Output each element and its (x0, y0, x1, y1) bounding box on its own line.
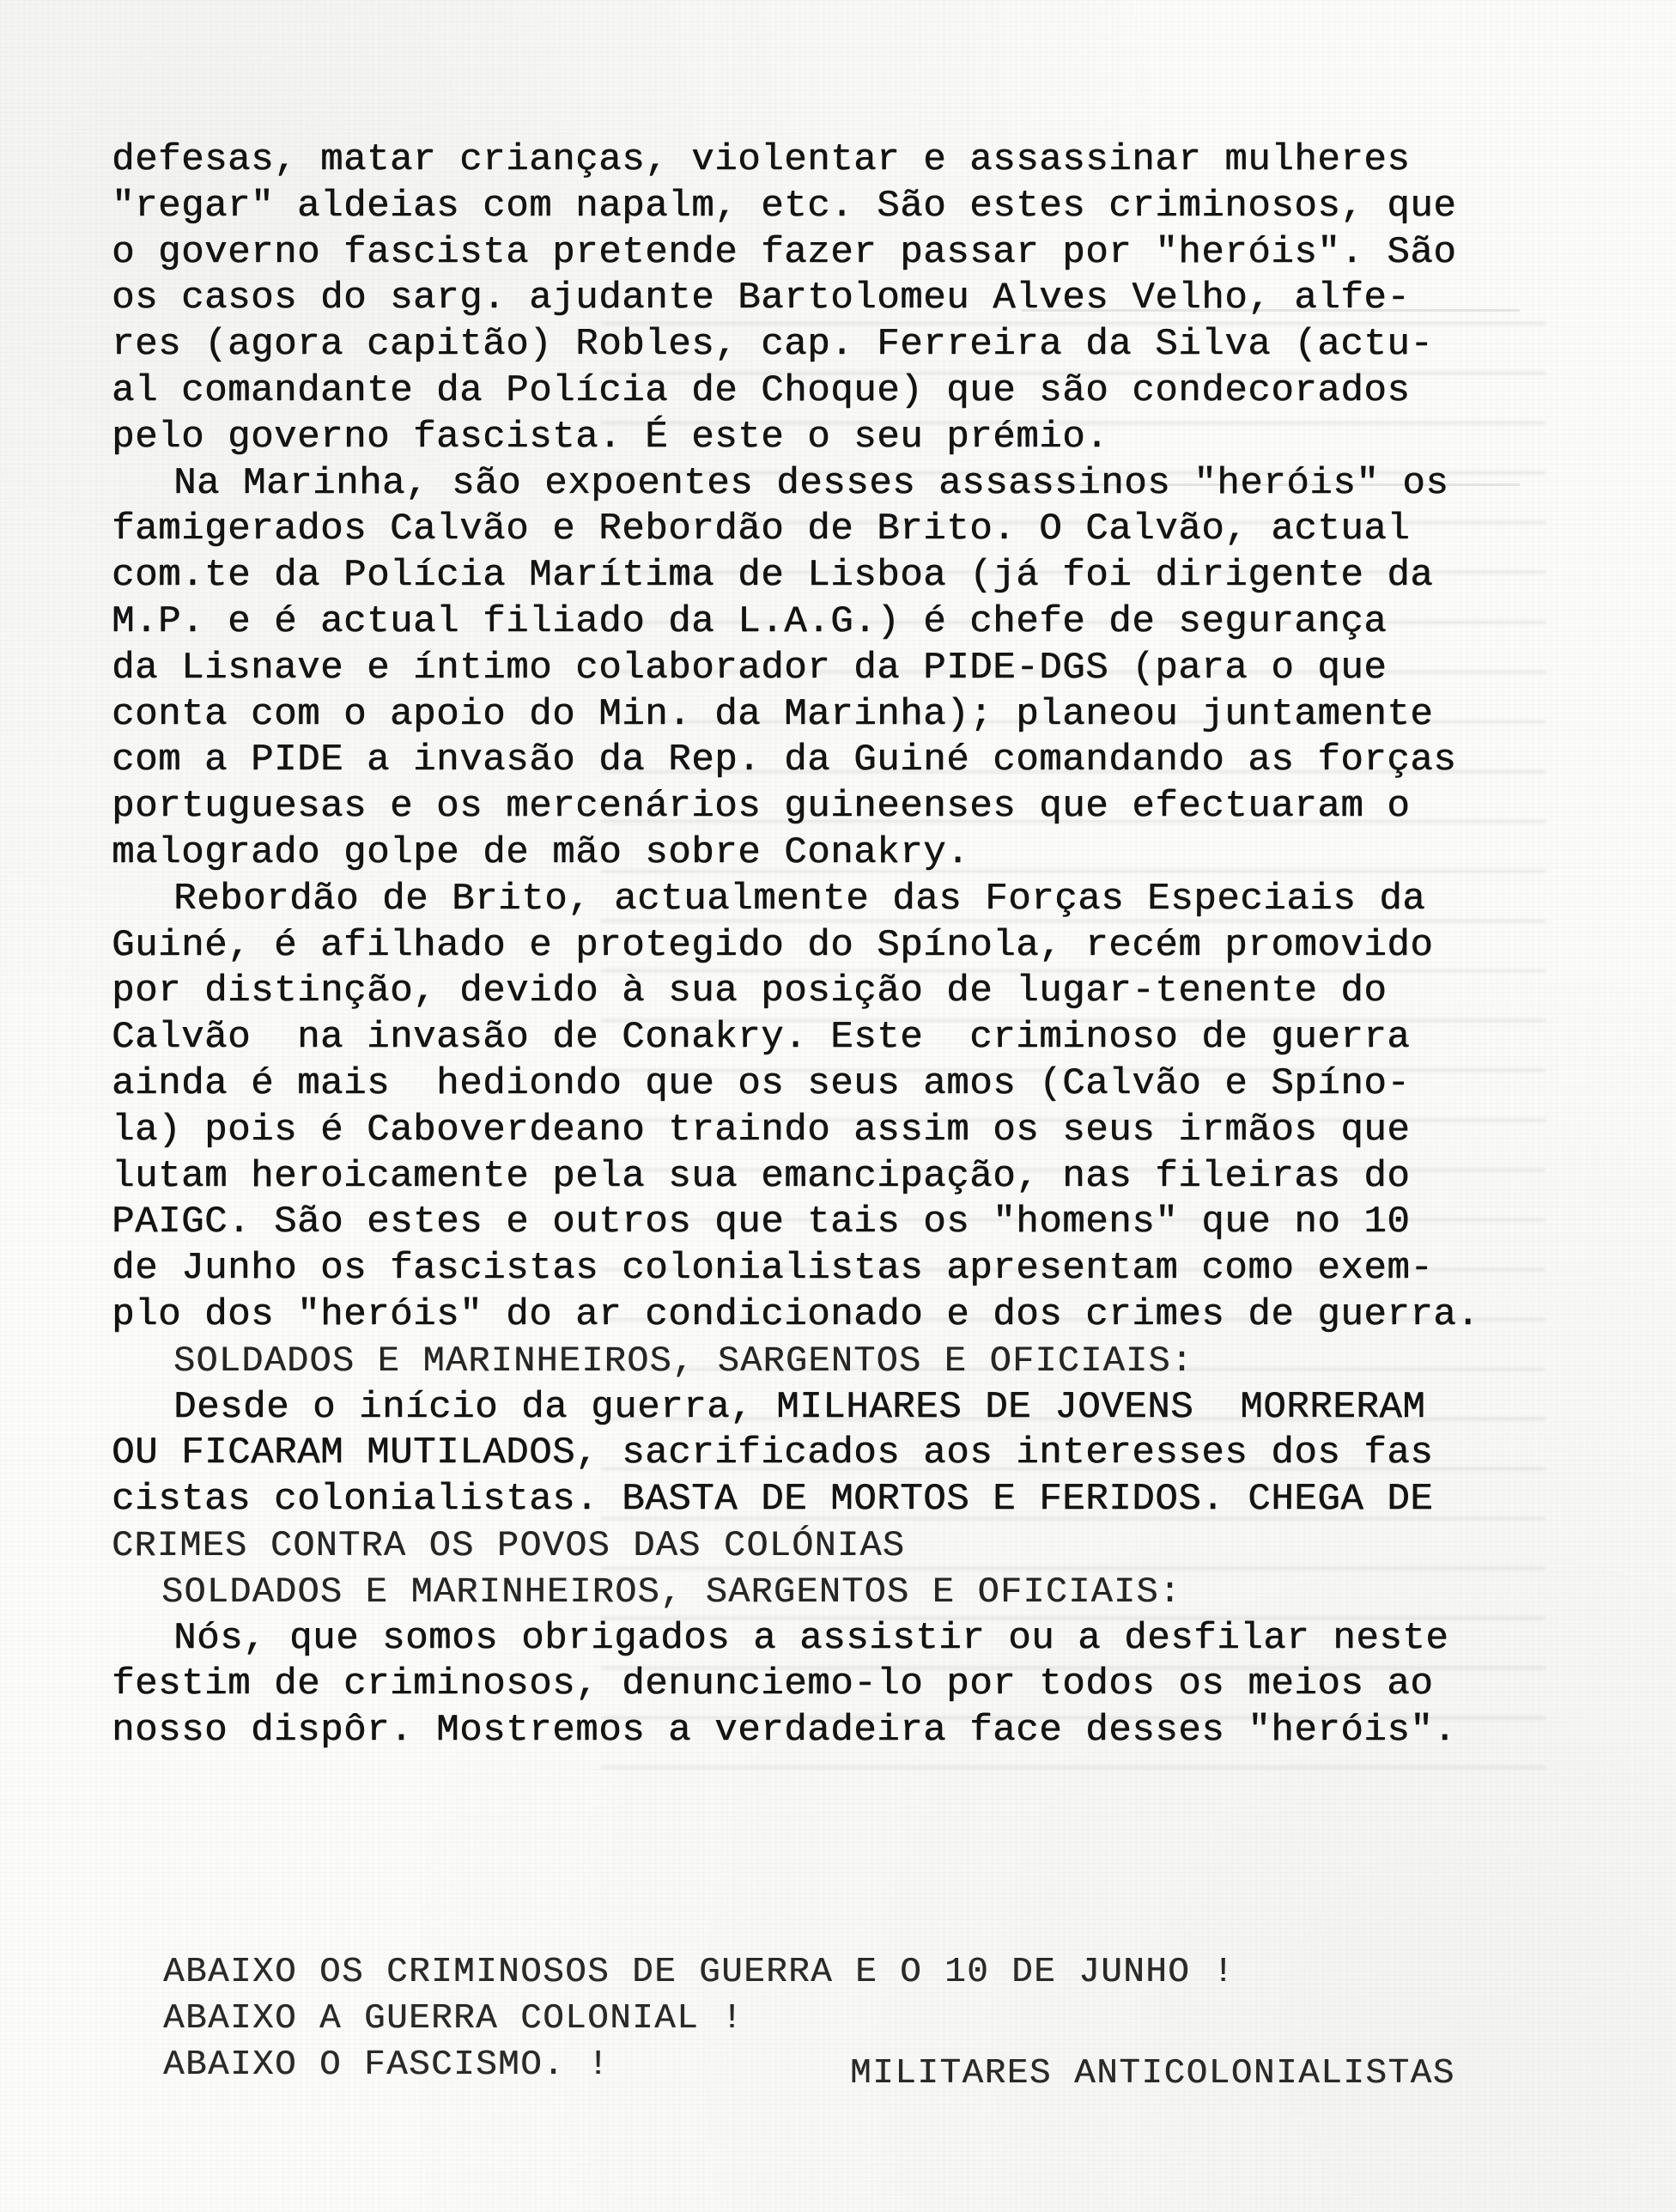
text-line-7: pelo governo fascista. É este o seu prémio. (112, 415, 1109, 459)
heading-soldiers-1: SOLDADOS E MARINHEIROS, SARGENTOS E OFICIAIS: (173, 1340, 1194, 1382)
text-line-25: de Junho os fascistas colonialistas apresentam como exem- (112, 1247, 1434, 1291)
slogan-line-2: ABAIXO A GUERRA COLONIAL ! (163, 1999, 744, 2039)
text-line-22: la) pois é Caboverdeano traindo assim os seus irmãos que (112, 1108, 1411, 1152)
signature: MILITARES ANTICOLONIALISTAS (850, 2054, 1455, 2094)
text-line-18: Guiné, é afilhado e protegido do Spínola, recém promovido (112, 923, 1434, 967)
text-line-34: festim de criminosos, denunciemo-lo por todos os meios ao (112, 1662, 1434, 1706)
text-line-21: ainda é mais hediondo que os seus amos (Calvão e Spíno- (112, 1061, 1411, 1105)
text-line-15: portuguesas e os mercenários guineenses que efectuaram o (112, 785, 1411, 829)
text-line-8: Na Marinha, são expoentes desses assassinos "heróis" os (173, 461, 1449, 505)
text-line-17: Rebordão de Brito, actualmente das Forças Especiais da (173, 877, 1426, 921)
text-line-14: com a PIDE a invasão da Rep. da Guiné comandando as forças (112, 738, 1457, 782)
text-line-28: Desde o início da guerra, MILHARES DE JOVENS MORRERAM (173, 1385, 1426, 1429)
text-line-26: plo dos "heróis" do ar condicionado e dos crimes de guerra. (112, 1292, 1480, 1336)
document-body (112, 137, 1571, 1754)
text-line-19: por distinção, devido à sua posição de lugar-tenente do (112, 969, 1388, 1013)
text-line-2: "regar" aldeias com napalm, etc. São estes criminosos, que (112, 184, 1457, 228)
text-line-30: cistas colonialistas. BASTA DE MORTOS E FERIDOS. CHEGA DE (112, 1478, 1434, 1522)
text-line-16: malogrado golpe de mão sobre Conakry. (112, 830, 970, 874)
text-line-29: OU FICARAM MUTILADOS, sacrificados aos interesses dos fas (112, 1431, 1434, 1475)
text-line-9: famigerados Calvão e Rebordão de Brito. O Calvão, actual (112, 507, 1411, 551)
text-line-3: o governo fascista pretende fazer passar por "heróis". São (112, 230, 1457, 274)
text-line-33: Nós, que somos obrigados a assistir ou a desfilar neste (173, 1616, 1449, 1660)
text-line-4: os casos do sarg. ajudante Bartolomeu Alves Velho, alfe- (112, 276, 1411, 320)
text-line-31: CRIMES CONTRA OS POVOS DAS COLÓNIAS (112, 1524, 906, 1566)
text-line-11: M.P. e é actual filiado da L.A.G.) é chefe de segurança (112, 599, 1388, 643)
slogan-line-1: ABAIXO OS CRIMINOSOS DE GUERRA E O 10 DE JUNHO ! (163, 1953, 1236, 1992)
slogan-line-3: ABAIXO O FASCISMO. ! (163, 2045, 610, 2085)
text-line-20: Calvão na invasão de Conakry. Este criminoso de guerra (112, 1016, 1411, 1060)
text-line-23: lutam heroicamente pela sua emancipação, nas fileiras do (112, 1154, 1411, 1198)
text-line-24: PAIGC. São estes e outros que tais os "homens" que no 10 (112, 1200, 1411, 1244)
text-line-6: al comandante da Polícia de Choque) que são condecorados (112, 368, 1411, 412)
text-line-12: da Lisnave e íntimo colaborador da PIDE-DGS (para o que (112, 646, 1388, 690)
text-line-10: com.te da Polícia Marítima de Lisboa (já foi dirigente da (112, 554, 1434, 598)
text-line-35: nosso dispôr. Mostremos a verdadeira face desses "heróis". (112, 1709, 1457, 1753)
heading-soldiers-2: SOLDADOS E MARINHEIROS, SARGENTOS E OFICIAIS: (161, 1571, 1182, 1613)
text-line-13: conta com o apoio do Min. da Marinha); planeou juntamente (112, 692, 1434, 736)
text-line-1: defesas, matar crianças, violentar e assassinar mulheres (112, 138, 1411, 181)
text-line-5: res (agora capitão) Robles, cap. Ferreira da Silva (actu- (112, 323, 1434, 367)
